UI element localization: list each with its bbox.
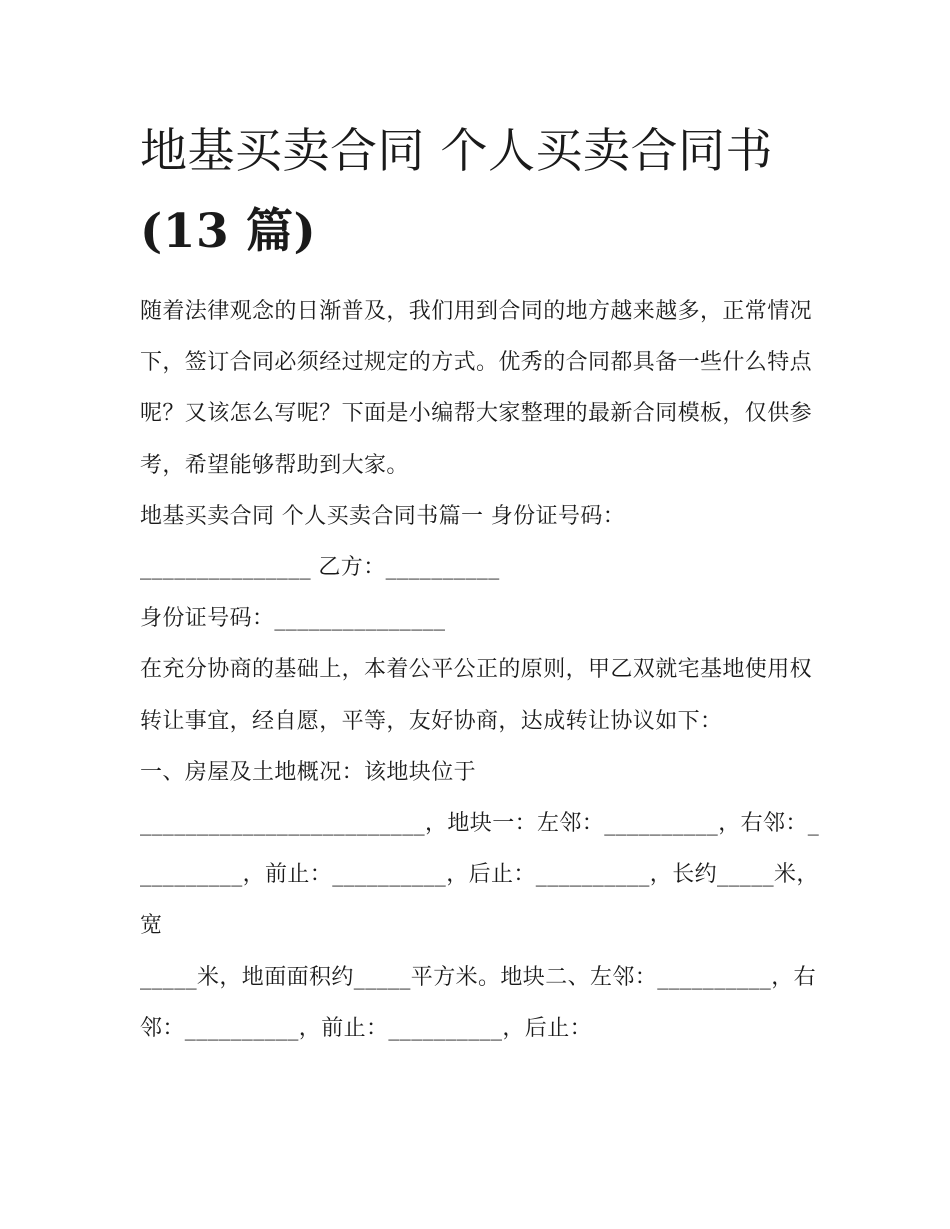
plot-one-details: _________________________，地块一：左邻：__________，右邻：__________，前止：__________，后止：__________，长约_____米，宽 [140, 811, 820, 939]
party-b-line: _______________ 乙方：__________ [140, 555, 500, 581]
document-title [140, 112, 820, 272]
title-main: 地基买卖合同 个人买卖合同书 [140, 124, 773, 179]
document-page [140, 112, 820, 1054]
document-body [140, 286, 820, 1054]
intro-paragraph: 随着法律观念的日渐普及，我们用到合同的地方越来越多，正常情况下，签订合同必须经过规定的方式。优秀的合同都具备一些什么特点呢？又该怎么写呢？下面是小编帮大家整理的最新合同模板，仅供参考，希望能够帮助到大家。 [140, 299, 813, 478]
id-number-line: 身份证号码：_______________ [140, 606, 446, 632]
clause-one-heading: 一、房屋及土地概况：该地块位于 [140, 759, 477, 785]
title-count: (13 篇) [140, 204, 317, 259]
agreement-preamble: 在充分协商的基础上，本着公平公正的原则，甲乙双就宅基地使用权转让事宜，经自愿，平等，友好协商，达成转让协议如下： [140, 657, 813, 734]
section-heading-paragraph: 地基买卖合同 个人买卖合同书篇一 身份证号码： [140, 503, 626, 529]
plot-two-details: _____米，地面面积约_____平方米。地块二、左邻：__________，右邻：__________，前止：__________，后止： [140, 964, 817, 1041]
